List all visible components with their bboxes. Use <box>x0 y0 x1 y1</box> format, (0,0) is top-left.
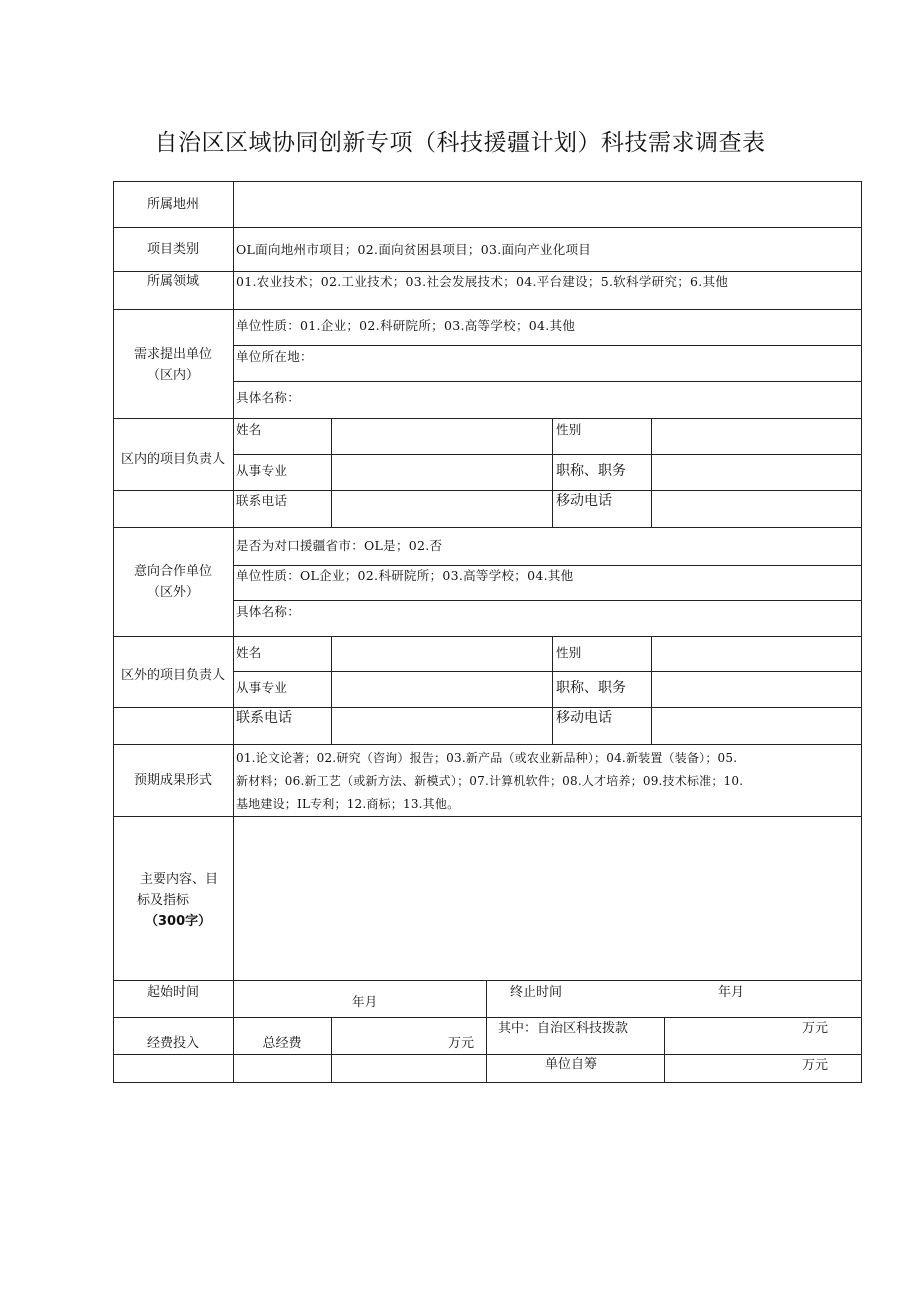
self-funding-field[interactable]: 万元 <box>801 1058 828 1073</box>
content-label-line-2: 标及指标 <box>137 893 190 908</box>
content-field[interactable] <box>236 820 858 978</box>
outcomes-line-1[interactable]: 01.论文论著；02.研究（咨询）报告；03.新产品（或农业新品种）；04.新装置（装备）；05. <box>236 751 738 765</box>
content-label-line-3: （300字） <box>145 914 212 929</box>
demand-unit-name[interactable]: 具体名称： <box>236 390 301 405</box>
inner-leader-major-label: 从事专业 <box>236 463 288 478</box>
start-time-label: 起始时间 <box>146 985 199 1000</box>
outcomes-line-2[interactable]: 新材料；06.新工艺（或新方法、新模式）；07.计算机软件；08.人才培养；09.技术标准；10. <box>236 774 744 788</box>
partner-unit-sublabel: （区外） <box>146 585 199 600</box>
end-time-value[interactable]: 年月 <box>718 985 745 1000</box>
total-funding-label: 总经费 <box>262 1036 302 1051</box>
gov-funding-label: 其中：自治区科技拨款 <box>498 1021 629 1036</box>
inner-leader-label: 区内的项目负责人 <box>120 452 225 467</box>
funding-label: 经费投入 <box>146 1036 199 1051</box>
outcomes-label: 预期成果形式 <box>133 773 212 788</box>
partner-unit-paired[interactable]: 是否为对口援疆省市：OL是；02.否 <box>236 538 443 553</box>
end-time-label: 终止时间 <box>510 985 563 1000</box>
outer-leader-gender-label: 性别 <box>556 645 582 660</box>
outer-leader-phone-label: 联系电话 <box>236 710 292 726</box>
inner-leader-name-label: 姓名 <box>236 422 262 437</box>
project-type-options[interactable]: OL面向地州市项目；02.面向贫困县项目；03.面向产业化项目 <box>236 242 592 257</box>
field-label: 所属领域 <box>146 274 199 289</box>
page-title: 自治区区域协同创新专项（科技援疆计划）科技需求调查表 <box>154 130 766 156</box>
field-options[interactable]: 01.农业技术；02.工业技术；03.社会发展技术；04.平台建设；5.软科学研究；6.其他 <box>236 274 729 289</box>
partner-unit-label: 意向合作单位 <box>133 564 212 579</box>
project-type-label: 项目类别 <box>146 242 199 257</box>
prefecture-label: 所属地州 <box>146 197 199 212</box>
outer-leader-label: 区外的项目负责人 <box>120 668 225 683</box>
inner-leader-phone-label: 联系电话 <box>236 493 288 508</box>
demand-unit-location[interactable]: 单位所在地： <box>236 349 313 364</box>
outer-leader-mobile-label: 移动电话 <box>556 710 612 726</box>
partner-unit-nature[interactable]: 单位性质：OL企业；02.科研院所；03.高等学校；04.其他 <box>236 568 574 583</box>
gov-funding-field[interactable]: 万元 <box>801 1021 828 1036</box>
outcomes-line-3[interactable]: 基地建设；IL专利；12.商标；13.其他。 <box>236 797 460 811</box>
partner-unit-name[interactable]: 具体名称： <box>236 604 301 619</box>
content-label-line-1: 主要内容、目 <box>140 872 219 887</box>
total-funding-field[interactable]: 万元 <box>447 1036 474 1051</box>
demand-unit-label: 需求提出单位 <box>133 347 212 362</box>
outer-leader-title-label: 职称、职务 <box>556 680 626 696</box>
inner-leader-title-label: 职称、职务 <box>556 463 626 479</box>
outer-leader-major-label: 从事专业 <box>236 680 288 695</box>
demand-unit-nature[interactable]: 单位性质：01.企业；02.科研院所；03.高等学校；04.其他 <box>236 318 576 333</box>
demand-unit-sublabel: （区内） <box>146 368 199 383</box>
self-funding-label: 单位自筹 <box>545 1057 598 1072</box>
outer-leader-name-label: 姓名 <box>236 645 262 660</box>
inner-leader-mobile-label: 移动电话 <box>556 493 612 509</box>
start-time-value[interactable]: 年月 <box>352 994 378 1009</box>
inner-leader-gender-label: 性别 <box>556 422 582 437</box>
